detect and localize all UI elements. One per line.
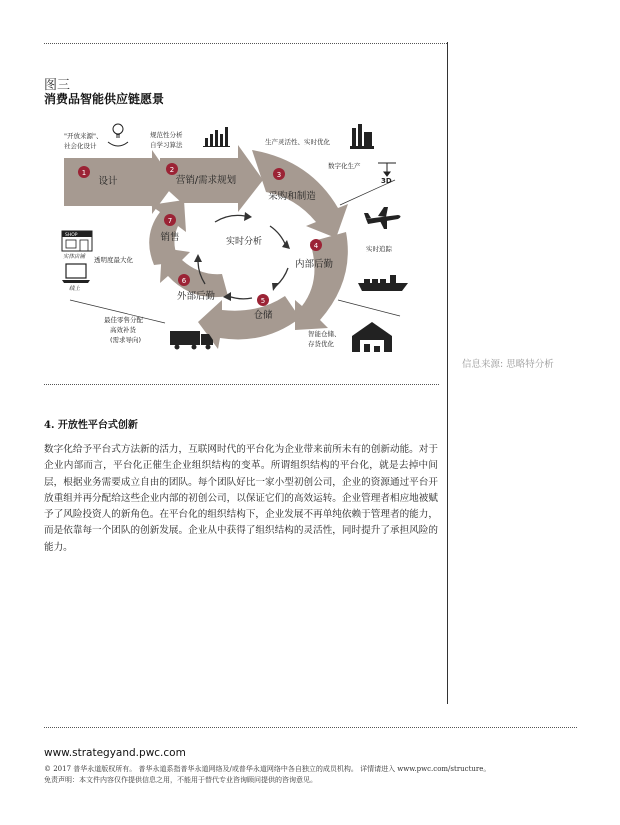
footer-copyright: © 2017 普华永道版权所有。 普华永道系指普华永道网络及/或普华永道网络中各自独立的成员机构。 详情请进入 www.pwc.com/structure。: [44, 765, 491, 773]
warehouse-icon: [352, 322, 392, 352]
step-num-3: 3: [276, 171, 282, 179]
annotation-self-learning: 自学习算法: [150, 141, 183, 149]
step-num-1: 1: [81, 169, 87, 177]
step-label-warehouse: 仓储: [253, 310, 273, 321]
step-num-6: 6: [181, 277, 187, 285]
step-label-design: 设计: [98, 176, 118, 187]
section-body: 数字化给予平台式方法新的活力，互联网时代的平台化为企业带来前所未有的创新动能。对于企业内部而言，平台化正催生企业组织结构的变革。所谓组织结构的平台化，就是去掉中间层，根据业务需要成立自由的团队。每个团队好比一家小型初创公司，企业的资源通过平台开放重组并再分配给这些企业内部的初创公司，以保证它们的高效运转。企业管理者相应地被赋予了风险投资人的新角色。在平台化的组织结构下，企业发展不再单纯依赖于管理者的能力，而是依靠每一个团队的创新发展。企业从中获得了组织结构的灵活性，同时提升了承担风险的能力。: [44, 444, 438, 553]
supply-chain-diagram: [40, 118, 440, 378]
annotation-realtime-track: 实时追踪: [366, 245, 392, 253]
annotation-open-source: "开放来源"、: [64, 132, 103, 140]
printer-3d-label: 3D: [381, 177, 392, 185]
cargo-ship-icon: [358, 275, 408, 291]
step-label-outbound: 外部后勤: [176, 291, 216, 302]
step-num-2: 2: [169, 166, 175, 174]
laptop-icon: [62, 264, 90, 283]
step-label-marketing: 营销/需求规划: [175, 175, 237, 186]
annotation-store: 实体店铺: [63, 254, 86, 260]
step-label-sales: 销售: [160, 232, 180, 243]
figure-label: 图三: [44, 78, 71, 93]
center-label: 实时分析: [225, 237, 263, 247]
footer-rule: [44, 727, 577, 728]
step-num-4: 4: [313, 242, 319, 250]
truck-icon: [170, 331, 213, 350]
annotation-social-design: 社会化设计: [64, 142, 97, 150]
annotation-retail-allocation: 最佳零售分配: [104, 316, 143, 324]
top-dotted-rule: [44, 43, 447, 44]
footer-site-link[interactable]: www.strategyand.pwc.com: [44, 747, 186, 759]
printer-3d-icon: [378, 163, 396, 176]
annotation-prescriptive: 规范性分析: [150, 131, 183, 139]
annotation-transparency: 透明度最大化: [94, 256, 133, 264]
annotation-inventory-opt: 存货优化: [308, 340, 334, 348]
column-divider: [447, 42, 448, 704]
annotation-demand-driven: (需求导向): [110, 336, 142, 344]
figure-title: 消费品智能供应链愿景: [44, 92, 165, 106]
idea-bulb-icon: [108, 124, 128, 146]
figure-bottom-rule: [44, 384, 439, 385]
step-label-procurement: 采购和制造: [268, 191, 316, 202]
shop-sign: SHOP: [65, 233, 78, 238]
step-label-inbound: 内部后勤: [294, 259, 334, 270]
footer-disclaimer: 免责声明：本文件内容仅作提供信息之用，不能用于替代专业咨询顾问提供的咨询意见。: [44, 776, 317, 784]
annotation-flexibility: 生产灵活性、实时优化: [265, 138, 330, 146]
arrow-warehouse: [198, 296, 300, 349]
annotation-smart-warehouse: 智能仓储、: [308, 330, 341, 338]
annotation-online: 线上: [69, 286, 81, 292]
annotation-digital-mfg: 数字化生产: [328, 162, 361, 170]
annotation-replenishment: 高效补货: [110, 326, 136, 334]
section-heading: 4. 开放性平台式创新: [44, 420, 138, 431]
bar-chart-icon: [203, 127, 230, 147]
step-num-5: 5: [260, 297, 266, 305]
factory-icon: [350, 124, 374, 149]
airplane-icon: [364, 207, 401, 229]
figure-source: 信息来源: 思略特分析: [462, 359, 554, 370]
step-num-7: 7: [167, 217, 173, 225]
